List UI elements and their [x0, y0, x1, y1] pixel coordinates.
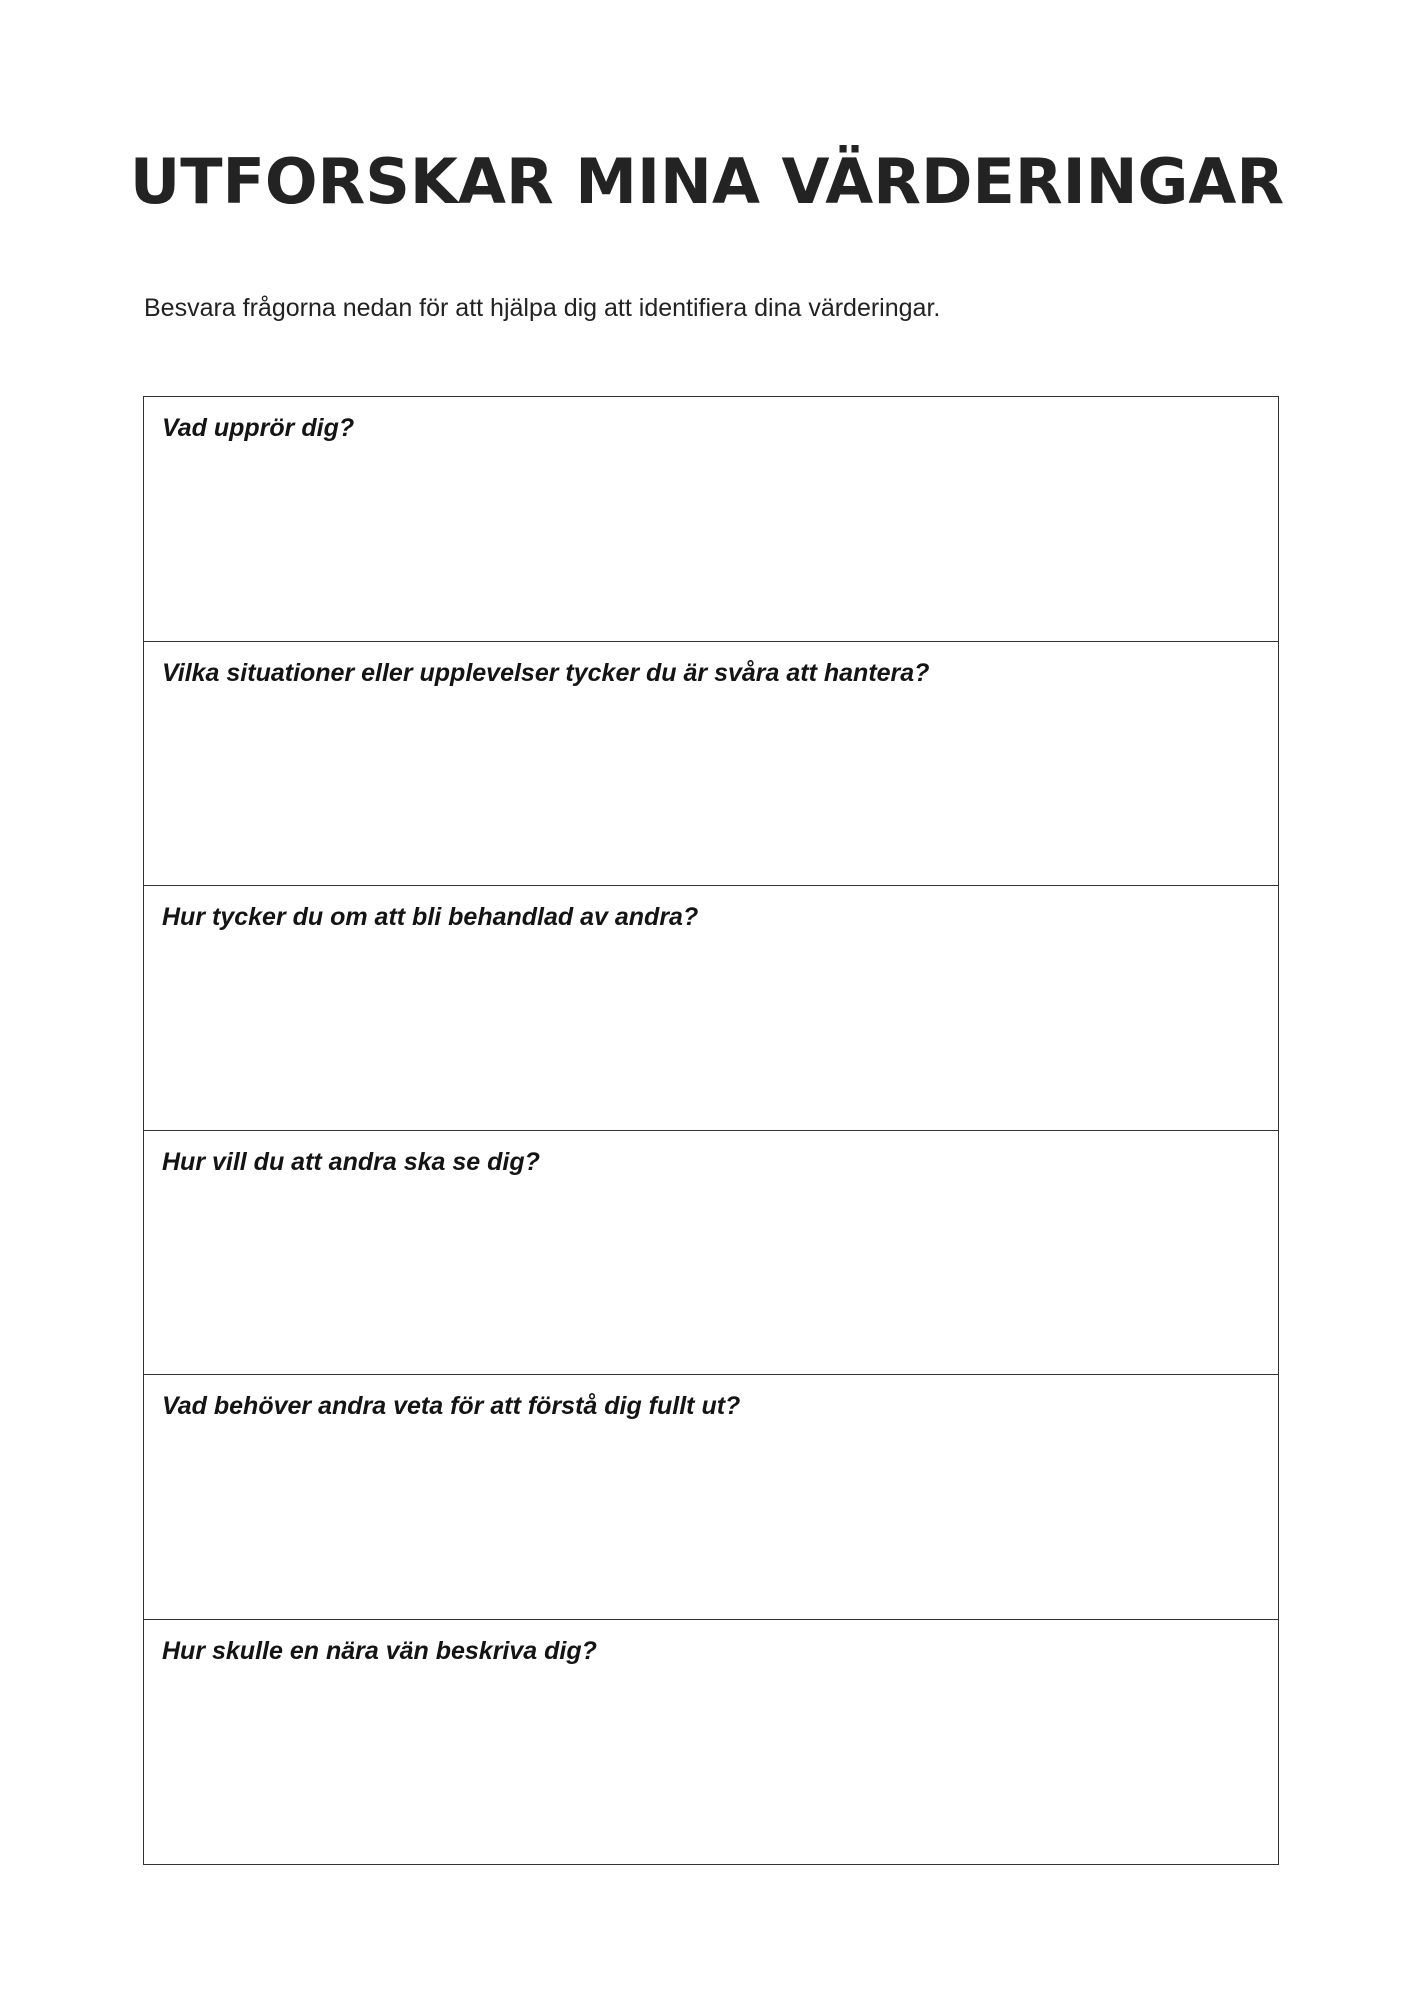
answer-area[interactable] — [144, 1680, 1278, 1865]
question-box — [144, 1375, 1278, 1620]
question-label: Hur skulle en nära vän beskriva dig? — [162, 1636, 597, 1665]
question-box — [144, 1620, 1278, 1865]
answer-area[interactable] — [144, 946, 1278, 1130]
question-table — [143, 396, 1279, 1865]
answer-area[interactable] — [144, 1435, 1278, 1619]
answer-area[interactable] — [144, 457, 1278, 641]
answer-area[interactable] — [144, 1191, 1278, 1375]
instructions-text: Besvara frågorna nedan för att hjälpa dig att identifiera dina värderingar. — [144, 294, 941, 322]
question-label: Vilka situationer eller upplevelser tycker du är svåra att hantera? — [162, 658, 930, 687]
question-label: Vad upprör dig? — [162, 414, 355, 442]
question-box — [144, 397, 1278, 642]
question-box — [144, 1131, 1278, 1376]
answer-area[interactable] — [144, 702, 1278, 886]
page-title: UTFORSKAR MINA VÄRDERINGAR — [129, 145, 1285, 218]
question-box — [144, 642, 1278, 887]
question-label: Hur tycker du om att bli behandlad av andra? — [162, 903, 699, 931]
question-box — [144, 886, 1278, 1131]
question-label: Hur vill du att andra ska se dig? — [162, 1147, 540, 1176]
question-label: Vad behöver andra veta för att förstå dig fullt ut? — [162, 1392, 741, 1420]
